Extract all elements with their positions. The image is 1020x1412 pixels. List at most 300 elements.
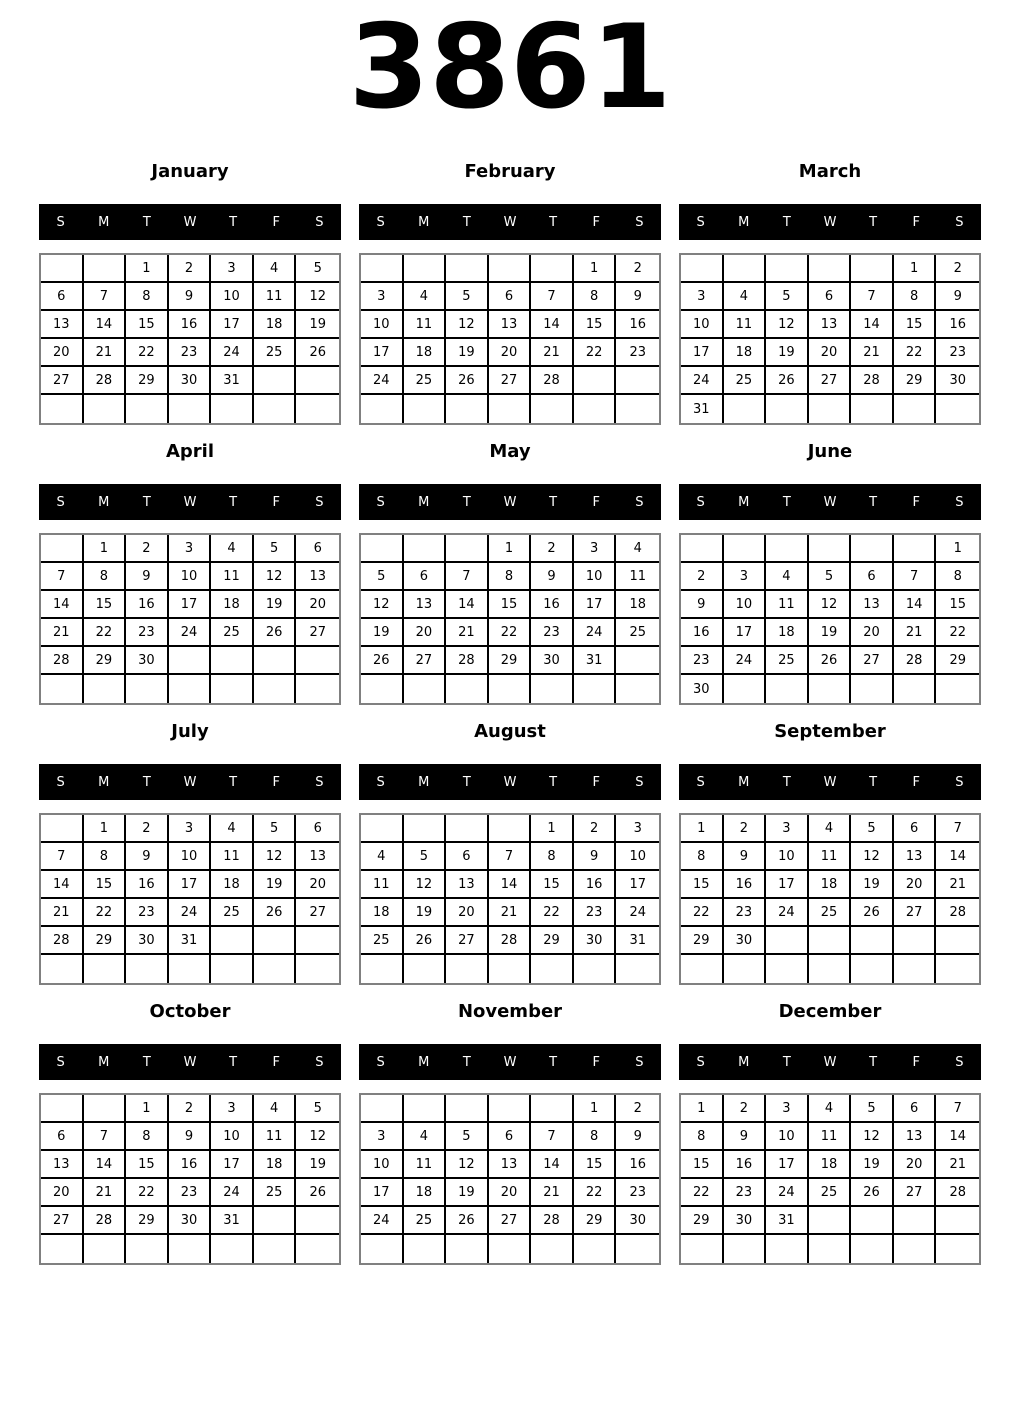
day-cell: 10 bbox=[169, 843, 212, 871]
day-cell: 17 bbox=[169, 871, 212, 899]
day-cell: 21 bbox=[489, 899, 532, 927]
day-cell: 21 bbox=[851, 339, 894, 367]
day-cell: 18 bbox=[361, 899, 404, 927]
empty-day-cell bbox=[404, 255, 447, 283]
month-title: March bbox=[798, 161, 862, 182]
day-cell: 23 bbox=[169, 339, 212, 367]
day-cell: 10 bbox=[616, 843, 659, 871]
empty-day-cell bbox=[616, 647, 659, 675]
day-cell: 25 bbox=[809, 899, 852, 927]
day-grid bbox=[679, 533, 981, 705]
day-cell: 10 bbox=[211, 283, 254, 311]
weekday-header-row bbox=[39, 484, 341, 520]
day-cell: 11 bbox=[211, 843, 254, 871]
day-cell: 27 bbox=[894, 1179, 937, 1207]
weekday-label: M bbox=[418, 774, 430, 790]
empty-day-cell bbox=[724, 675, 767, 703]
day-cell: 9 bbox=[574, 843, 617, 871]
empty-day-cell bbox=[616, 955, 659, 983]
day-cell: 29 bbox=[894, 367, 937, 395]
day-cell: 12 bbox=[809, 591, 852, 619]
weekday-label: F bbox=[912, 494, 921, 510]
empty-day-cell bbox=[724, 535, 767, 563]
weekday-header-row bbox=[39, 1044, 341, 1080]
weekday-label: T bbox=[229, 494, 238, 510]
day-cell: 1 bbox=[126, 1095, 169, 1123]
empty-day-cell bbox=[84, 255, 127, 283]
weekday-label: W bbox=[503, 1054, 517, 1070]
weekday-label: W bbox=[823, 1054, 837, 1070]
day-cell: 7 bbox=[489, 843, 532, 871]
empty-day-cell bbox=[404, 395, 447, 423]
day-cell: 26 bbox=[254, 899, 297, 927]
day-cell: 13 bbox=[851, 591, 894, 619]
day-cell: 11 bbox=[809, 1123, 852, 1151]
month-block bbox=[359, 158, 661, 425]
day-cell: 24 bbox=[361, 367, 404, 395]
day-cell: 19 bbox=[446, 1179, 489, 1207]
month-block bbox=[679, 158, 981, 425]
day-cell: 3 bbox=[766, 815, 809, 843]
empty-day-cell bbox=[616, 675, 659, 703]
day-cell: 30 bbox=[169, 367, 212, 395]
day-cell: 14 bbox=[894, 591, 937, 619]
weekday-label: T bbox=[462, 1054, 471, 1070]
day-cell: 18 bbox=[809, 871, 852, 899]
empty-day-cell bbox=[894, 675, 937, 703]
day-cell: 14 bbox=[851, 311, 894, 339]
day-cell: 20 bbox=[809, 339, 852, 367]
weekday-label: S bbox=[955, 1054, 964, 1070]
weekday-label: W bbox=[823, 494, 837, 510]
empty-day-cell bbox=[404, 955, 447, 983]
day-cell: 12 bbox=[851, 1123, 894, 1151]
day-cell: 24 bbox=[169, 899, 212, 927]
day-cell: 2 bbox=[531, 535, 574, 563]
day-cell: 28 bbox=[84, 367, 127, 395]
weekday-label: T bbox=[549, 214, 558, 230]
weekday-label: F bbox=[912, 1054, 921, 1070]
day-cell: 3 bbox=[211, 255, 254, 283]
day-cell: 28 bbox=[41, 647, 84, 675]
day-cell: 17 bbox=[766, 1151, 809, 1179]
month-title: August bbox=[474, 721, 546, 742]
month-title: May bbox=[489, 441, 531, 462]
weekday-label: S bbox=[56, 1054, 65, 1070]
day-cell: 29 bbox=[531, 927, 574, 955]
day-cell: 19 bbox=[766, 339, 809, 367]
month-title: October bbox=[149, 1001, 231, 1022]
day-cell: 15 bbox=[936, 591, 979, 619]
day-cell: 10 bbox=[361, 311, 404, 339]
day-cell: 17 bbox=[211, 1151, 254, 1179]
day-cell: 17 bbox=[681, 339, 724, 367]
month-block bbox=[679, 718, 981, 985]
empty-day-cell bbox=[616, 395, 659, 423]
empty-day-cell bbox=[296, 1235, 339, 1263]
day-cell: 2 bbox=[574, 815, 617, 843]
day-cell: 13 bbox=[894, 1123, 937, 1151]
weekday-label: W bbox=[183, 774, 197, 790]
day-cell: 22 bbox=[574, 339, 617, 367]
day-cell: 21 bbox=[894, 619, 937, 647]
day-cell: 11 bbox=[724, 311, 767, 339]
day-cell: 25 bbox=[766, 647, 809, 675]
day-cell: 24 bbox=[169, 619, 212, 647]
day-cell: 7 bbox=[936, 1095, 979, 1123]
day-cell: 27 bbox=[851, 647, 894, 675]
day-cell: 2 bbox=[126, 535, 169, 563]
day-cell: 18 bbox=[724, 339, 767, 367]
day-cell: 18 bbox=[766, 619, 809, 647]
weekday-label: M bbox=[98, 494, 110, 510]
day-cell: 4 bbox=[211, 815, 254, 843]
empty-day-cell bbox=[894, 1207, 937, 1235]
weekday-header-row bbox=[39, 764, 341, 800]
weekday-label: M bbox=[98, 214, 110, 230]
day-cell: 30 bbox=[126, 647, 169, 675]
day-cell: 11 bbox=[361, 871, 404, 899]
weekday-label: S bbox=[955, 214, 964, 230]
day-cell: 14 bbox=[84, 1151, 127, 1179]
weekday-label: W bbox=[503, 214, 517, 230]
day-cell: 29 bbox=[681, 1207, 724, 1235]
day-cell: 12 bbox=[446, 1151, 489, 1179]
day-cell: 6 bbox=[894, 815, 937, 843]
weekday-label: T bbox=[142, 214, 151, 230]
day-cell: 1 bbox=[894, 255, 937, 283]
day-cell: 28 bbox=[936, 899, 979, 927]
day-cell: 16 bbox=[126, 591, 169, 619]
day-cell: 21 bbox=[446, 619, 489, 647]
day-cell: 5 bbox=[361, 563, 404, 591]
day-cell: 11 bbox=[404, 311, 447, 339]
month-block bbox=[39, 158, 341, 425]
weekday-header-row bbox=[359, 204, 661, 240]
day-cell: 10 bbox=[361, 1151, 404, 1179]
day-cell: 24 bbox=[766, 1179, 809, 1207]
empty-day-cell bbox=[211, 1235, 254, 1263]
empty-day-cell bbox=[894, 955, 937, 983]
weekday-label: S bbox=[696, 494, 705, 510]
day-cell: 22 bbox=[84, 899, 127, 927]
day-cell: 21 bbox=[936, 1151, 979, 1179]
empty-day-cell bbox=[126, 955, 169, 983]
day-cell: 9 bbox=[169, 1123, 212, 1151]
weekday-label: S bbox=[376, 214, 385, 230]
day-cell: 30 bbox=[681, 675, 724, 703]
day-cell: 4 bbox=[724, 283, 767, 311]
day-cell: 31 bbox=[211, 1207, 254, 1235]
weekday-label: S bbox=[696, 774, 705, 790]
day-cell: 11 bbox=[254, 1123, 297, 1151]
day-cell: 26 bbox=[766, 367, 809, 395]
empty-day-cell bbox=[531, 395, 574, 423]
day-cell: 31 bbox=[616, 927, 659, 955]
empty-day-cell bbox=[851, 1235, 894, 1263]
weekday-label: T bbox=[142, 1054, 151, 1070]
empty-day-cell bbox=[254, 367, 297, 395]
day-cell: 22 bbox=[126, 1179, 169, 1207]
day-cell: 3 bbox=[211, 1095, 254, 1123]
day-cell: 12 bbox=[254, 563, 297, 591]
day-cell: 26 bbox=[254, 619, 297, 647]
day-cell: 17 bbox=[361, 339, 404, 367]
weekday-label: S bbox=[376, 774, 385, 790]
day-cell: 28 bbox=[531, 367, 574, 395]
day-cell: 2 bbox=[126, 815, 169, 843]
day-cell: 18 bbox=[404, 339, 447, 367]
day-cell: 5 bbox=[766, 283, 809, 311]
day-grid bbox=[359, 813, 661, 985]
empty-day-cell bbox=[936, 927, 979, 955]
day-cell: 5 bbox=[296, 255, 339, 283]
day-cell: 20 bbox=[489, 1179, 532, 1207]
day-cell: 29 bbox=[936, 647, 979, 675]
day-cell: 4 bbox=[809, 815, 852, 843]
day-cell: 3 bbox=[724, 563, 767, 591]
day-cell: 21 bbox=[41, 899, 84, 927]
day-cell: 30 bbox=[616, 1207, 659, 1235]
empty-day-cell bbox=[404, 815, 447, 843]
day-cell: 16 bbox=[616, 311, 659, 339]
day-cell: 9 bbox=[616, 1123, 659, 1151]
months-grid bbox=[0, 158, 1020, 1265]
day-grid bbox=[39, 1093, 341, 1265]
empty-day-cell bbox=[489, 955, 532, 983]
day-cell: 25 bbox=[211, 899, 254, 927]
empty-day-cell bbox=[766, 395, 809, 423]
day-cell: 26 bbox=[809, 647, 852, 675]
empty-day-cell bbox=[681, 255, 724, 283]
weekday-label: S bbox=[955, 774, 964, 790]
day-cell: 16 bbox=[574, 871, 617, 899]
day-cell: 7 bbox=[894, 563, 937, 591]
day-cell: 26 bbox=[404, 927, 447, 955]
day-cell: 23 bbox=[724, 899, 767, 927]
empty-day-cell bbox=[574, 395, 617, 423]
day-cell: 20 bbox=[41, 339, 84, 367]
empty-day-cell bbox=[809, 955, 852, 983]
empty-day-cell bbox=[531, 955, 574, 983]
day-cell: 26 bbox=[446, 1207, 489, 1235]
empty-day-cell bbox=[404, 535, 447, 563]
empty-day-cell bbox=[489, 1235, 532, 1263]
day-cell: 16 bbox=[936, 311, 979, 339]
day-cell: 16 bbox=[724, 871, 767, 899]
day-cell: 24 bbox=[616, 899, 659, 927]
weekday-label: W bbox=[823, 774, 837, 790]
day-cell: 11 bbox=[211, 563, 254, 591]
day-cell: 8 bbox=[936, 563, 979, 591]
weekday-label: S bbox=[696, 214, 705, 230]
weekday-label: S bbox=[635, 774, 644, 790]
month-block bbox=[679, 998, 981, 1265]
empty-day-cell bbox=[766, 927, 809, 955]
day-grid bbox=[359, 1093, 661, 1265]
day-cell: 1 bbox=[84, 815, 127, 843]
day-cell: 18 bbox=[254, 311, 297, 339]
empty-day-cell bbox=[809, 395, 852, 423]
day-cell: 25 bbox=[404, 367, 447, 395]
weekday-label: S bbox=[635, 494, 644, 510]
empty-day-cell bbox=[254, 1207, 297, 1235]
day-cell: 14 bbox=[936, 1123, 979, 1151]
empty-day-cell bbox=[84, 1235, 127, 1263]
day-cell: 13 bbox=[894, 843, 937, 871]
empty-day-cell bbox=[169, 675, 212, 703]
weekday-label: F bbox=[592, 1054, 601, 1070]
empty-day-cell bbox=[809, 1207, 852, 1235]
weekday-label: T bbox=[869, 1054, 878, 1070]
day-cell: 14 bbox=[41, 871, 84, 899]
day-cell: 28 bbox=[84, 1207, 127, 1235]
empty-day-cell bbox=[446, 815, 489, 843]
day-cell: 11 bbox=[254, 283, 297, 311]
empty-day-cell bbox=[489, 395, 532, 423]
day-cell: 6 bbox=[489, 1123, 532, 1151]
day-cell: 25 bbox=[616, 619, 659, 647]
month-block bbox=[679, 438, 981, 705]
day-cell: 31 bbox=[169, 927, 212, 955]
day-cell: 3 bbox=[169, 815, 212, 843]
weekday-label: F bbox=[592, 774, 601, 790]
empty-day-cell bbox=[574, 367, 617, 395]
weekday-label: T bbox=[142, 494, 151, 510]
empty-day-cell bbox=[851, 675, 894, 703]
day-cell: 27 bbox=[296, 619, 339, 647]
day-cell: 31 bbox=[211, 367, 254, 395]
day-cell: 1 bbox=[126, 255, 169, 283]
empty-day-cell bbox=[681, 1235, 724, 1263]
empty-day-cell bbox=[616, 367, 659, 395]
day-cell: 28 bbox=[851, 367, 894, 395]
day-cell: 1 bbox=[936, 535, 979, 563]
day-cell: 16 bbox=[169, 311, 212, 339]
day-cell: 13 bbox=[404, 591, 447, 619]
day-grid bbox=[679, 1093, 981, 1265]
day-cell: 8 bbox=[84, 563, 127, 591]
empty-day-cell bbox=[84, 955, 127, 983]
empty-day-cell bbox=[574, 955, 617, 983]
day-cell: 10 bbox=[211, 1123, 254, 1151]
day-cell: 30 bbox=[126, 927, 169, 955]
day-cell: 30 bbox=[936, 367, 979, 395]
weekday-label: S bbox=[696, 1054, 705, 1070]
weekday-label: T bbox=[549, 494, 558, 510]
day-cell: 12 bbox=[296, 283, 339, 311]
day-cell: 4 bbox=[254, 255, 297, 283]
day-cell: 19 bbox=[404, 899, 447, 927]
weekday-label: F bbox=[272, 214, 281, 230]
day-cell: 4 bbox=[361, 843, 404, 871]
day-cell: 18 bbox=[404, 1179, 447, 1207]
day-cell: 21 bbox=[531, 339, 574, 367]
day-cell: 20 bbox=[489, 339, 532, 367]
day-cell: 21 bbox=[936, 871, 979, 899]
empty-day-cell bbox=[446, 255, 489, 283]
empty-day-cell bbox=[809, 675, 852, 703]
year-title: 3861 bbox=[348, 0, 672, 135]
empty-day-cell bbox=[851, 927, 894, 955]
day-cell: 6 bbox=[894, 1095, 937, 1123]
day-cell: 29 bbox=[574, 1207, 617, 1235]
day-cell: 2 bbox=[724, 1095, 767, 1123]
empty-day-cell bbox=[296, 1207, 339, 1235]
empty-day-cell bbox=[41, 815, 84, 843]
day-cell: 8 bbox=[681, 843, 724, 871]
weekday-label: T bbox=[549, 774, 558, 790]
day-cell: 16 bbox=[616, 1151, 659, 1179]
empty-day-cell bbox=[254, 647, 297, 675]
weekday-label: M bbox=[98, 774, 110, 790]
day-cell: 10 bbox=[766, 1123, 809, 1151]
empty-day-cell bbox=[254, 675, 297, 703]
weekday-label: S bbox=[56, 774, 65, 790]
weekday-label: T bbox=[782, 1054, 791, 1070]
day-cell: 1 bbox=[574, 255, 617, 283]
day-cell: 27 bbox=[296, 899, 339, 927]
day-cell: 30 bbox=[574, 927, 617, 955]
day-cell: 22 bbox=[681, 899, 724, 927]
empty-day-cell bbox=[126, 675, 169, 703]
day-cell: 30 bbox=[531, 647, 574, 675]
weekday-label: M bbox=[418, 1054, 430, 1070]
weekday-label: T bbox=[142, 774, 151, 790]
day-cell: 20 bbox=[296, 591, 339, 619]
day-cell: 26 bbox=[296, 339, 339, 367]
day-cell: 27 bbox=[489, 1207, 532, 1235]
day-cell: 16 bbox=[724, 1151, 767, 1179]
day-cell: 19 bbox=[851, 871, 894, 899]
weekday-label: S bbox=[376, 1054, 385, 1070]
empty-day-cell bbox=[489, 255, 532, 283]
day-cell: 5 bbox=[446, 1123, 489, 1151]
weekday-label: W bbox=[503, 774, 517, 790]
day-cell: 28 bbox=[446, 647, 489, 675]
month-title: November bbox=[457, 1001, 563, 1022]
day-cell: 9 bbox=[169, 283, 212, 311]
day-cell: 7 bbox=[531, 283, 574, 311]
day-cell: 11 bbox=[616, 563, 659, 591]
day-cell: 5 bbox=[809, 563, 852, 591]
day-cell: 4 bbox=[809, 1095, 852, 1123]
day-cell: 14 bbox=[531, 1151, 574, 1179]
empty-day-cell bbox=[361, 1095, 404, 1123]
day-cell: 1 bbox=[574, 1095, 617, 1123]
day-cell: 3 bbox=[361, 1123, 404, 1151]
day-cell: 23 bbox=[126, 899, 169, 927]
empty-day-cell bbox=[851, 255, 894, 283]
day-cell: 21 bbox=[41, 619, 84, 647]
day-cell: 27 bbox=[809, 367, 852, 395]
day-cell: 18 bbox=[809, 1151, 852, 1179]
day-cell: 25 bbox=[809, 1179, 852, 1207]
weekday-label: S bbox=[315, 774, 324, 790]
day-cell: 21 bbox=[531, 1179, 574, 1207]
day-cell: 25 bbox=[404, 1207, 447, 1235]
month-title: December bbox=[778, 1001, 882, 1022]
day-cell: 8 bbox=[681, 1123, 724, 1151]
weekday-label: T bbox=[229, 214, 238, 230]
day-cell: 26 bbox=[446, 367, 489, 395]
day-cell: 25 bbox=[724, 367, 767, 395]
empty-day-cell bbox=[766, 535, 809, 563]
day-cell: 18 bbox=[254, 1151, 297, 1179]
day-cell: 26 bbox=[361, 647, 404, 675]
empty-day-cell bbox=[361, 535, 404, 563]
day-cell: 24 bbox=[211, 1179, 254, 1207]
